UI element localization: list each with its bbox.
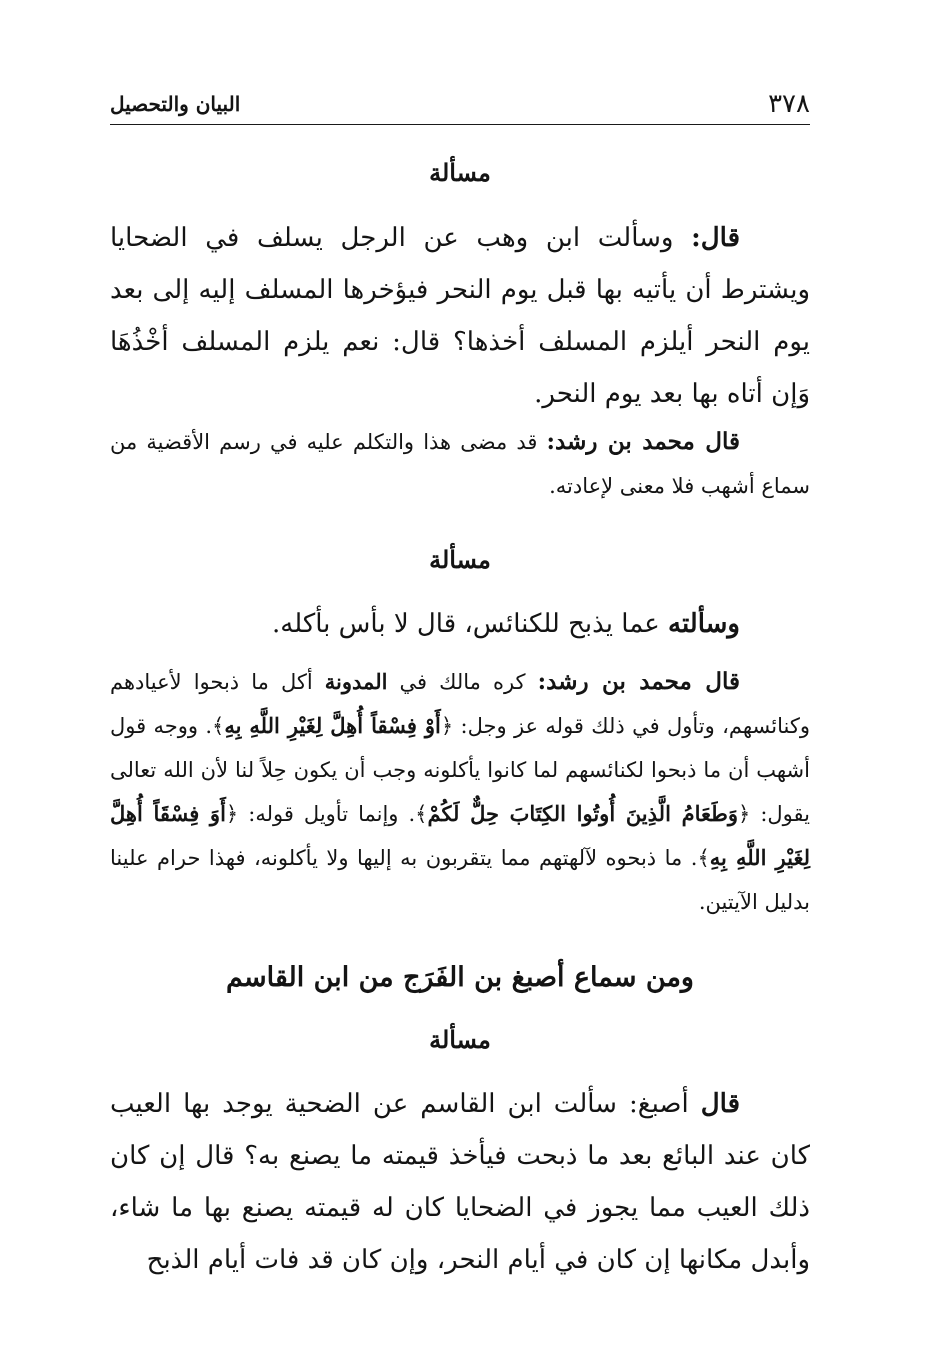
chapter-title: ومن سماع أصبغ بن الفَرَج من ابن القاسم: [226, 962, 694, 993]
paragraph-1: [110, 212, 810, 420]
quran-bracket-open: ﴿: [737, 802, 751, 826]
paragraph-text: أكل ما ذبحوا لأعيادهم وكنائسهم، وتأول في ذلك قوله عز وجل:: [110, 670, 810, 738]
quran-bracket-close: ﴾: [212, 714, 225, 738]
paragraph-2: [110, 420, 810, 508]
speaker-label: قال:: [691, 223, 740, 253]
paragraph-text: قد مضى هذا والتكلم عليه في رسم الأقضية من سماع أشهب فلا معنى لإعادته.: [110, 430, 810, 498]
paragraph-4: [110, 660, 810, 924]
section-heading-3: مسألة: [429, 1025, 491, 1054]
speaker-label: وسألته: [668, 609, 740, 639]
speaker-label: قال محمد بن رشد:: [537, 668, 740, 695]
quran-bracket-open: ﴿: [225, 802, 239, 826]
quran-bracket-close: ﴾: [415, 802, 428, 826]
paragraph-text: . وإنما تأويل قوله:: [248, 802, 416, 826]
quran-verse-2: وَطَعَامُ الَّذِينَ أُوتُوا الكِتَابَ حِلٌّ لَكُمْ: [427, 801, 738, 826]
book-reference: المدونة: [324, 669, 388, 694]
speaker-label: قال محمد بن رشد:: [546, 428, 740, 455]
paragraph-text: كره مالك في: [399, 670, 526, 694]
quran-verse-3: أَوَ فِسْقَاً أُهِلَّ لِغَيْرِ اللَّهِ بِهِ: [110, 801, 810, 870]
quran-bracket-open: ﴿: [440, 714, 454, 738]
section-heading-1: مسألة: [429, 158, 491, 187]
paragraph-3: [110, 598, 810, 650]
paragraph-text: أصبغ: سألت ابن القاسم عن الضحية يوجد بها العيب كان عند البائع بعد ما ذبحت فيأخذ قيمته ما يصنع به؟ قال إن كان ذلك العيب مما يجوز في الضحايا كان له قيمته يصنع بها ما شاء، وأبدل مكانها إن كان في أيام النحر، وإن كان قد فات أيام الذبح: [110, 1089, 810, 1275]
running-header: [110, 84, 810, 125]
section-heading-2: مسألة: [429, 545, 491, 574]
paragraph-text: عما يذبح للكنائس، قال لا بأس بأكله.: [272, 609, 660, 639]
quran-verse-1: أَوْ فِسْقاً أُهِلَّ لِغَيْرِ اللَّهِ بِهِ: [224, 713, 441, 738]
paragraph-text: وسألت ابن وهب عن الرجل يسلف في الضحايا ويشترط أن يأتيه بها قبل يوم النحر فيؤخرها المسلف إليه إلى بعد يوم النحر أيلزم المسلف أخذها؟ قال: نعم يلزم المسلف أخْذُهَا وَإن أتاه بها بعد يوم النحر.: [110, 223, 810, 409]
paragraph-text: . ما ذبحوه لآلهتهم مما يتقربون به إليها ولا يأكلونه، فهذا حرام علينا بدليل الآيتين.: [110, 846, 810, 914]
book-title: البيان والتحصيل: [110, 92, 241, 116]
speaker-label: قال: [700, 1089, 740, 1119]
page-number: ٣٧٨: [768, 89, 810, 119]
paragraph-text: . ووجه قول أشهب أن ما ذبحوا لكنائسهم لما كانوا يأكلونه وجب أن يكون حِلاً لنا لأن الله تعالى يقول:: [110, 714, 810, 826]
paragraph-5: [110, 1078, 810, 1286]
quran-bracket-close: ﴾: [697, 846, 710, 870]
